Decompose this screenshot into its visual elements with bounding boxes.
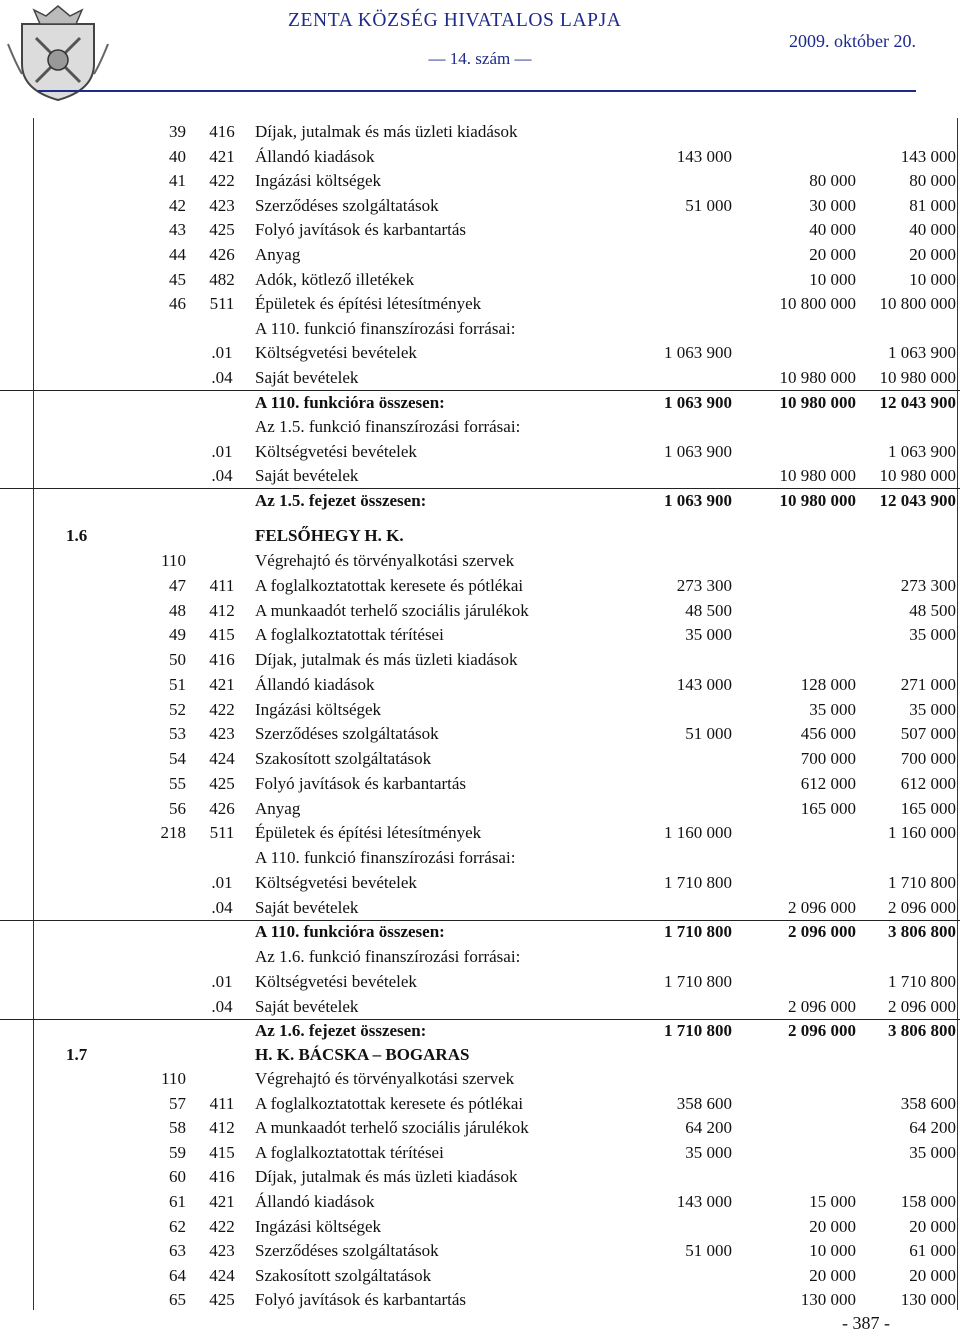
amount-column-2: 612 000	[800, 773, 856, 793]
amount-column-1: 273 300	[676, 575, 732, 595]
amount-total: 10 980 000	[879, 368, 956, 387]
table-row	[0, 648, 960, 672]
description: Folyó javítások és karbantartás	[255, 773, 467, 793]
row-number: 45	[169, 269, 186, 289]
amount-total: 40 000	[909, 220, 956, 240]
account-code: 421	[209, 146, 235, 166]
account-code: 416	[209, 650, 235, 669]
table-row	[0, 871, 960, 895]
row-number: 40	[169, 146, 186, 166]
row-number: 52	[169, 699, 186, 719]
amount-total: 80 000	[909, 171, 956, 191]
table-row	[0, 145, 960, 169]
description: A foglalkoztatottak térítései	[255, 1142, 444, 1162]
account-code: .01	[211, 872, 233, 892]
amount-total: 20 000	[909, 245, 956, 264]
table-row	[0, 599, 960, 623]
page-header	[0, 0, 960, 108]
table-row	[0, 194, 960, 218]
description: Végrehajtó és törvényalkotási szervek	[255, 1069, 515, 1088]
amount-total: 271 000	[900, 674, 956, 694]
description: Szerződéses szolgáltatások	[255, 195, 439, 215]
amount-column-2: 10 980 000	[779, 491, 856, 510]
amount-total: 10 000	[909, 269, 956, 289]
table-row	[0, 1141, 960, 1165]
amount-total: 35 000	[909, 1142, 956, 1162]
amount-total: 35 000	[909, 699, 956, 719]
amount-column-1: 358 600	[676, 1093, 732, 1113]
row-number: 46	[169, 294, 186, 314]
table-row	[0, 1165, 960, 1189]
description: Folyó javítások és karbantartás	[255, 220, 467, 240]
amount-column-2: 10 000	[809, 1241, 856, 1261]
table-row	[0, 440, 960, 464]
description: A munkaadót terhelő szociális járulékok	[255, 1118, 529, 1138]
amount-total: 612 000	[900, 773, 956, 793]
description: Ingázási költségek	[255, 699, 382, 719]
account-code: .04	[211, 996, 233, 1016]
table-row	[0, 169, 960, 193]
table-row	[0, 292, 960, 316]
amount-total: 3 806 800	[888, 922, 956, 942]
description: A foglalkoztatottak keresete és pótlékai	[255, 1093, 524, 1113]
amount-column-1: 143 000	[676, 146, 732, 166]
amount-total: 2 096 000	[888, 897, 956, 917]
account-code: 511	[209, 294, 235, 314]
amount-total: 12 043 900	[879, 491, 956, 510]
amount-total: 61 000	[909, 1241, 956, 1261]
amount-total: 81 000	[909, 195, 956, 215]
row-number: 42	[169, 195, 186, 215]
table-row	[0, 1215, 960, 1239]
row-number: 47	[169, 575, 186, 595]
amount-column-2: 20 000	[809, 1216, 856, 1236]
description: Állandó kiadások	[255, 1192, 375, 1211]
account-code: 425	[209, 1290, 235, 1310]
description: A 110. funkcióra összesen:	[255, 392, 445, 412]
description: Saját bevételek	[255, 368, 359, 387]
row-number: 54	[169, 749, 186, 768]
account-code: .04	[211, 897, 233, 917]
row-number: 39	[169, 122, 186, 141]
table-row	[0, 1288, 960, 1312]
amount-column-1: 51 000	[685, 195, 732, 215]
amount-total: 10 800 000	[879, 294, 956, 314]
amount-total: 700 000	[900, 749, 956, 768]
amount-column-1: 143 000	[676, 674, 732, 694]
table-row	[0, 846, 960, 870]
amount-column-1: 1 710 800	[664, 971, 732, 991]
description: Saját bevételek	[255, 996, 359, 1016]
table-row	[0, 391, 960, 415]
row-number: 56	[169, 798, 186, 818]
row-number: 59	[169, 1142, 186, 1162]
account-code: 416	[209, 122, 235, 141]
description: Költségvetési bevételek	[255, 971, 417, 991]
publication-date: 2009. október 20.	[789, 31, 916, 51]
row-number: 41	[169, 171, 186, 191]
description: A foglalkoztatottak térítései	[255, 625, 444, 645]
amount-total: 358 600	[900, 1093, 956, 1113]
table-row	[0, 698, 960, 722]
section-number: 1.6	[66, 526, 88, 545]
table-row	[0, 549, 960, 573]
row-number: 110	[161, 1069, 186, 1088]
amount-total: 35 000	[909, 625, 956, 645]
table-row	[0, 1190, 960, 1214]
table-row	[0, 945, 960, 969]
amount-total: 1 710 800	[888, 872, 956, 892]
table-row	[0, 218, 960, 242]
amount-column-2: 700 000	[800, 749, 856, 768]
table-row	[0, 995, 960, 1020]
table-row	[0, 243, 960, 267]
amount-column-2: 20 000	[809, 245, 856, 264]
table-row	[0, 673, 960, 697]
description: Ingázási költségek	[255, 1216, 382, 1236]
amount-total: 1 063 900	[888, 343, 956, 363]
account-code: 415	[209, 625, 235, 645]
description: Díjak, jutalmak és más üzleti kiadások	[255, 122, 518, 141]
account-code: .01	[211, 971, 233, 991]
row-number: 48	[169, 600, 186, 620]
table-row	[0, 970, 960, 994]
amount-column-2: 456 000	[800, 724, 856, 744]
amount-column-2: 10 000	[809, 269, 856, 289]
amount-column-2: 35 000	[809, 699, 856, 719]
table-row	[0, 464, 960, 489]
table-row	[0, 722, 960, 746]
description: Adók, kötlező illetékek	[255, 269, 415, 289]
publication-title: ZENTA KÖZSÉG HIVATALOS LAPJA	[288, 10, 622, 31]
account-code: 412	[209, 600, 235, 620]
description: FELSŐHEGY H. K.	[255, 526, 404, 545]
row-number: 61	[169, 1192, 186, 1211]
row-number: 51	[169, 674, 186, 694]
description: Az 1.5. funkció finanszírozási forrásai:	[255, 417, 521, 437]
amount-column-2: 165 000	[800, 798, 856, 818]
amount-total: 48 500	[909, 600, 956, 620]
amount-total: 64 200	[909, 1118, 956, 1138]
row-number: 58	[169, 1118, 186, 1138]
account-code: 422	[209, 171, 235, 191]
account-code: 424	[209, 749, 235, 768]
amount-column-2: 130 000	[800, 1290, 856, 1310]
account-code: 422	[209, 699, 235, 719]
amount-column-1: 1 710 800	[664, 922, 732, 942]
amount-column-2: 80 000	[809, 171, 856, 191]
table-row	[0, 317, 960, 341]
amount-total: 3 806 800	[888, 1021, 956, 1041]
header-divider	[38, 90, 916, 92]
table-row	[0, 1116, 960, 1140]
table-row	[0, 1092, 960, 1116]
description: Díjak, jutalmak és más üzleti kiadások	[255, 1167, 518, 1187]
account-code: 411	[209, 1093, 235, 1113]
account-code: 425	[209, 220, 235, 240]
description: H. K. BÁCSKA – BOGARAS	[255, 1045, 470, 1064]
description: A 110. funkció finanszírozási forrásai:	[255, 318, 516, 338]
row-number: 43	[169, 220, 186, 240]
description: A munkaadót terhelő szociális járulékok	[255, 600, 529, 620]
section-number: 1.7	[66, 1045, 88, 1064]
amount-column-2: 10 980 000	[779, 368, 856, 387]
row-number: 218	[160, 823, 186, 843]
account-code: 415	[209, 1142, 235, 1162]
row-number: 53	[169, 724, 186, 744]
table-row	[0, 574, 960, 598]
description: Díjak, jutalmak és más üzleti kiadások	[255, 650, 518, 669]
table-row	[0, 1239, 960, 1263]
description: Állandó kiadások	[255, 674, 375, 694]
description: Az 1.6. fejezet összesen:	[255, 1021, 427, 1041]
amount-column-1: 51 000	[685, 724, 732, 744]
row-number: 63	[169, 1241, 186, 1261]
account-code: 423	[209, 195, 235, 215]
row-number: 64	[169, 1265, 186, 1285]
table-row	[0, 896, 960, 921]
description: Állandó kiadások	[255, 146, 375, 166]
amount-total: 158 000	[900, 1192, 956, 1211]
table-row	[0, 120, 960, 144]
amount-column-2: 15 000	[809, 1192, 856, 1211]
description: Saját bevételek	[255, 466, 359, 486]
amount-total: 130 000	[900, 1290, 956, 1310]
row-number: 65	[169, 1290, 186, 1310]
amount-column-2: 10 800 000	[779, 294, 856, 314]
description: Költségvetési bevételek	[255, 872, 417, 892]
amount-column-2: 2 096 000	[788, 1021, 856, 1041]
amount-column-1: 1 710 800	[664, 1021, 732, 1041]
row-number: 60	[169, 1167, 186, 1187]
account-code: 411	[209, 575, 235, 595]
amount-column-2: 20 000	[809, 1265, 856, 1285]
amount-column-2: 2 096 000	[788, 996, 856, 1016]
table-row	[0, 366, 960, 391]
account-code: .01	[211, 441, 233, 461]
amount-total: 1 160 000	[888, 823, 956, 843]
amount-column-2: 40 000	[809, 220, 856, 240]
account-code: 416	[209, 1167, 235, 1187]
description: Szakosított szolgáltatások	[255, 1265, 432, 1285]
account-code: 421	[209, 674, 235, 694]
account-code: 482	[209, 269, 235, 289]
description: Költségvetési bevételek	[255, 343, 417, 363]
amount-total: 12 043 900	[879, 392, 956, 412]
amount-column-1: 1 063 900	[664, 343, 732, 363]
account-code: 426	[209, 245, 235, 264]
table-row	[0, 1019, 960, 1043]
description: A 110. funkcióra összesen:	[255, 922, 445, 942]
amount-column-1: 51 000	[685, 1241, 732, 1261]
description: Az 1.6. funkció finanszírozási forrásai:	[255, 947, 521, 966]
row-number: 49	[169, 625, 186, 645]
amount-column-1: 35 000	[685, 1142, 732, 1162]
account-code: 425	[209, 773, 235, 793]
amount-column-2: 128 000	[800, 674, 856, 694]
account-code: 421	[209, 1192, 235, 1211]
description: Az 1.5. fejezet összesen:	[255, 491, 427, 510]
row-number: 110	[161, 551, 186, 570]
page-number: - 387 -	[842, 1313, 890, 1333]
amount-column-2: 2 096 000	[788, 897, 856, 917]
amount-total: 2 096 000	[888, 996, 956, 1016]
amount-total: 1 710 800	[888, 971, 956, 991]
description: Szerződéses szolgáltatások	[255, 1241, 439, 1261]
account-code: .04	[211, 368, 233, 387]
table-row	[0, 1067, 960, 1091]
amount-column-2: 2 096 000	[788, 922, 856, 942]
account-code: 511	[209, 823, 235, 843]
table-row	[0, 489, 960, 513]
account-code: 426	[209, 798, 235, 818]
amount-column-1: 64 200	[685, 1118, 732, 1138]
amount-column-1: 48 500	[685, 600, 732, 620]
amount-total: 507 000	[900, 724, 956, 744]
table-row	[0, 772, 960, 796]
table-row	[0, 341, 960, 365]
table-row	[0, 821, 960, 845]
issue-number: — 14. szám —	[428, 49, 532, 68]
row-number: 50	[169, 650, 186, 669]
amount-column-1: 1 063 900	[664, 392, 732, 412]
table-row	[0, 920, 960, 944]
account-code: 412	[209, 1118, 235, 1138]
amount-column-1: 143 000	[676, 1192, 732, 1211]
description: Szakosított szolgáltatások	[255, 749, 432, 768]
section-heading-row	[0, 1043, 960, 1067]
amount-column-2: 30 000	[809, 195, 856, 215]
amount-total: 10 980 000	[879, 466, 956, 486]
description: Folyó javítások és karbantartás	[255, 1290, 467, 1310]
table-row	[0, 747, 960, 771]
table-row	[0, 1264, 960, 1288]
row-number: 57	[169, 1093, 186, 1113]
section-heading-row	[0, 524, 960, 548]
amount-total: 1 063 900	[888, 441, 956, 461]
amount-column-2: 10 980 000	[779, 392, 856, 412]
table-row	[0, 623, 960, 647]
description: Szerződéses szolgáltatások	[255, 724, 439, 744]
amount-total: 165 000	[900, 798, 956, 818]
description: A 110. funkció finanszírozási forrásai:	[255, 848, 516, 867]
amount-total: 20 000	[909, 1216, 956, 1236]
description: Saját bevételek	[255, 897, 359, 917]
account-code: 424	[209, 1265, 235, 1285]
row-number: 55	[169, 773, 186, 793]
account-code: 422	[209, 1216, 235, 1236]
amount-column-1: 1 063 900	[664, 491, 732, 510]
account-code: 423	[209, 724, 235, 744]
amount-column-1: 1 063 900	[664, 441, 732, 461]
amount-column-1: 1 710 800	[664, 872, 732, 892]
description: Épületek és építési létesítmények	[255, 823, 482, 843]
table-row	[0, 797, 960, 821]
amount-column-2: 10 980 000	[779, 466, 856, 486]
table-row	[0, 268, 960, 292]
description: Anyag	[255, 798, 301, 818]
amount-total: 143 000	[900, 146, 956, 166]
account-code: .04	[211, 466, 233, 486]
amount-column-1: 35 000	[685, 625, 732, 645]
amount-total: 20 000	[909, 1265, 956, 1285]
description: A foglalkoztatottak keresete és pótlékai	[255, 575, 524, 595]
description: Végrehajtó és törvényalkotási szervek	[255, 551, 515, 570]
account-code: 423	[209, 1241, 235, 1261]
amount-column-1: 1 160 000	[664, 823, 732, 843]
description: Anyag	[255, 245, 301, 264]
row-number: 62	[169, 1216, 186, 1236]
row-number: 44	[169, 245, 186, 264]
description: Ingázási költségek	[255, 171, 382, 191]
amount-total: 273 300	[900, 575, 956, 595]
description: Költségvetési bevételek	[255, 441, 417, 461]
account-code: .01	[211, 343, 233, 363]
table-row	[0, 415, 960, 439]
description: Épületek és építési létesítmények	[255, 294, 482, 314]
